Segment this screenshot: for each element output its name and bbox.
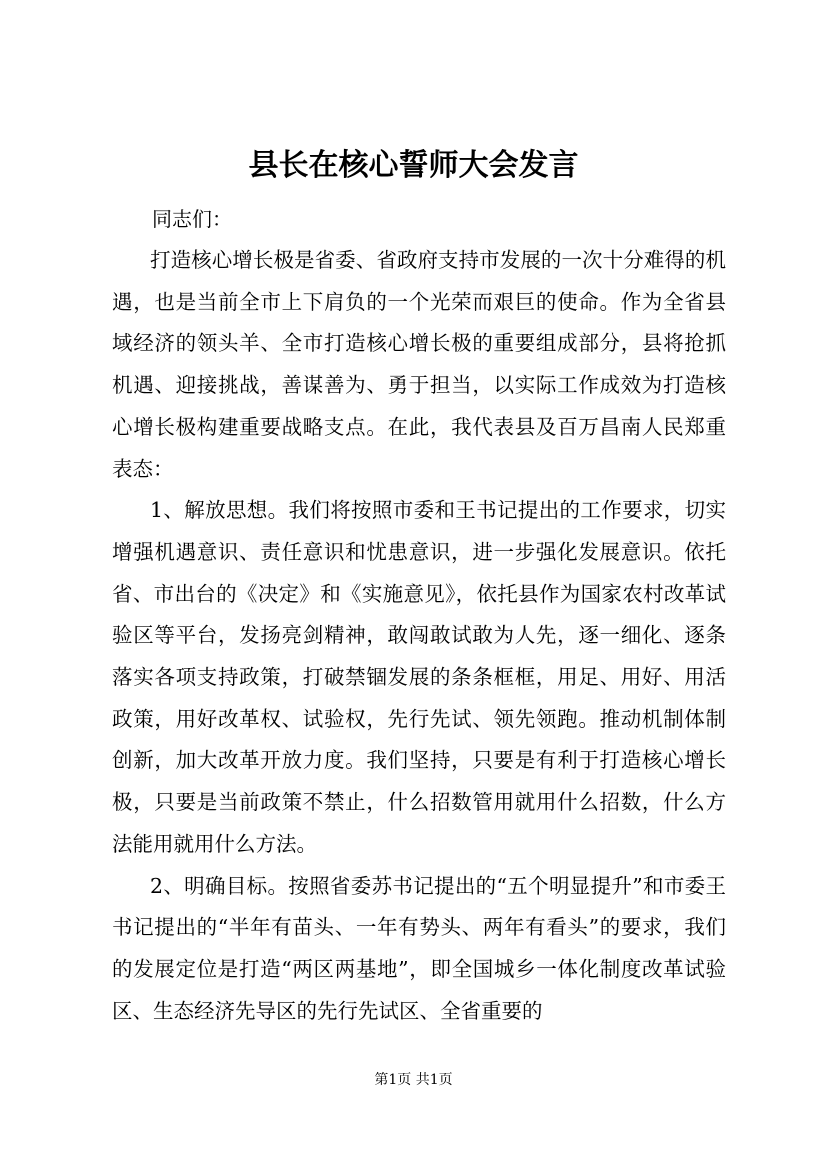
- paragraph-intro: 打造核心增长极是省委、省政府支持市发展的一次十分难得的机遇，也是当前全市上下肩负的一个光荣而艰巨的使命。作为全省县域经济的领头羊、全市打造核心增长极的重要组成部分，县将抢抓机遇、迎接挑战，善谋善为、勇于担当，以实际工作成效为打造核心增长极构建重要战略支点。在此，我代表县及百万昌南人民郑重表态：: [112, 248, 726, 481]
- greeting: 同志们：: [152, 207, 232, 231]
- document-title: 县长在核心誓师大会发言: [248, 148, 579, 183]
- paragraph-liberate-thinking: 1、解放思想。我们将按照市委和王书记提出的工作要求，切实增强机遇意识、责任意识和忧患意识，进一步强化发展意识。依托省、市出台的《决定》和《实施意见》，依托县作为国家农村改革试验区等平台，发扬亮剑精神，敢闯敢试敢为人先，逐一细化、逐条落实各项支持政策，打破禁锢发展的条条框框，用足、用好、用活政策，用好改革权、试验权，先行先试、领先领跑。推动机制体制创新，加大改革开放力度。我们坚持，只要是有利于打造核心增长极，只要是当前政策不禁止，什么招数管用就用什么招数，什么方法能用就用什么方法。: [112, 498, 726, 856]
- page-footer: 第1页 共1页: [374, 1072, 453, 1088]
- paragraph-clear-goals: 2、明确目标。按照省委苏书记提出的“五个明显提升”和市委王书记提出的“半年有苗头、一年有势头、两年有看头”的要求，我们的发展定位是打造“两区两基地”，即全国城乡一体化制度改革试验区、生态经济先导区的先行先试区、全省重要的: [112, 873, 726, 1023]
- document-body: [112, 198, 726, 1032]
